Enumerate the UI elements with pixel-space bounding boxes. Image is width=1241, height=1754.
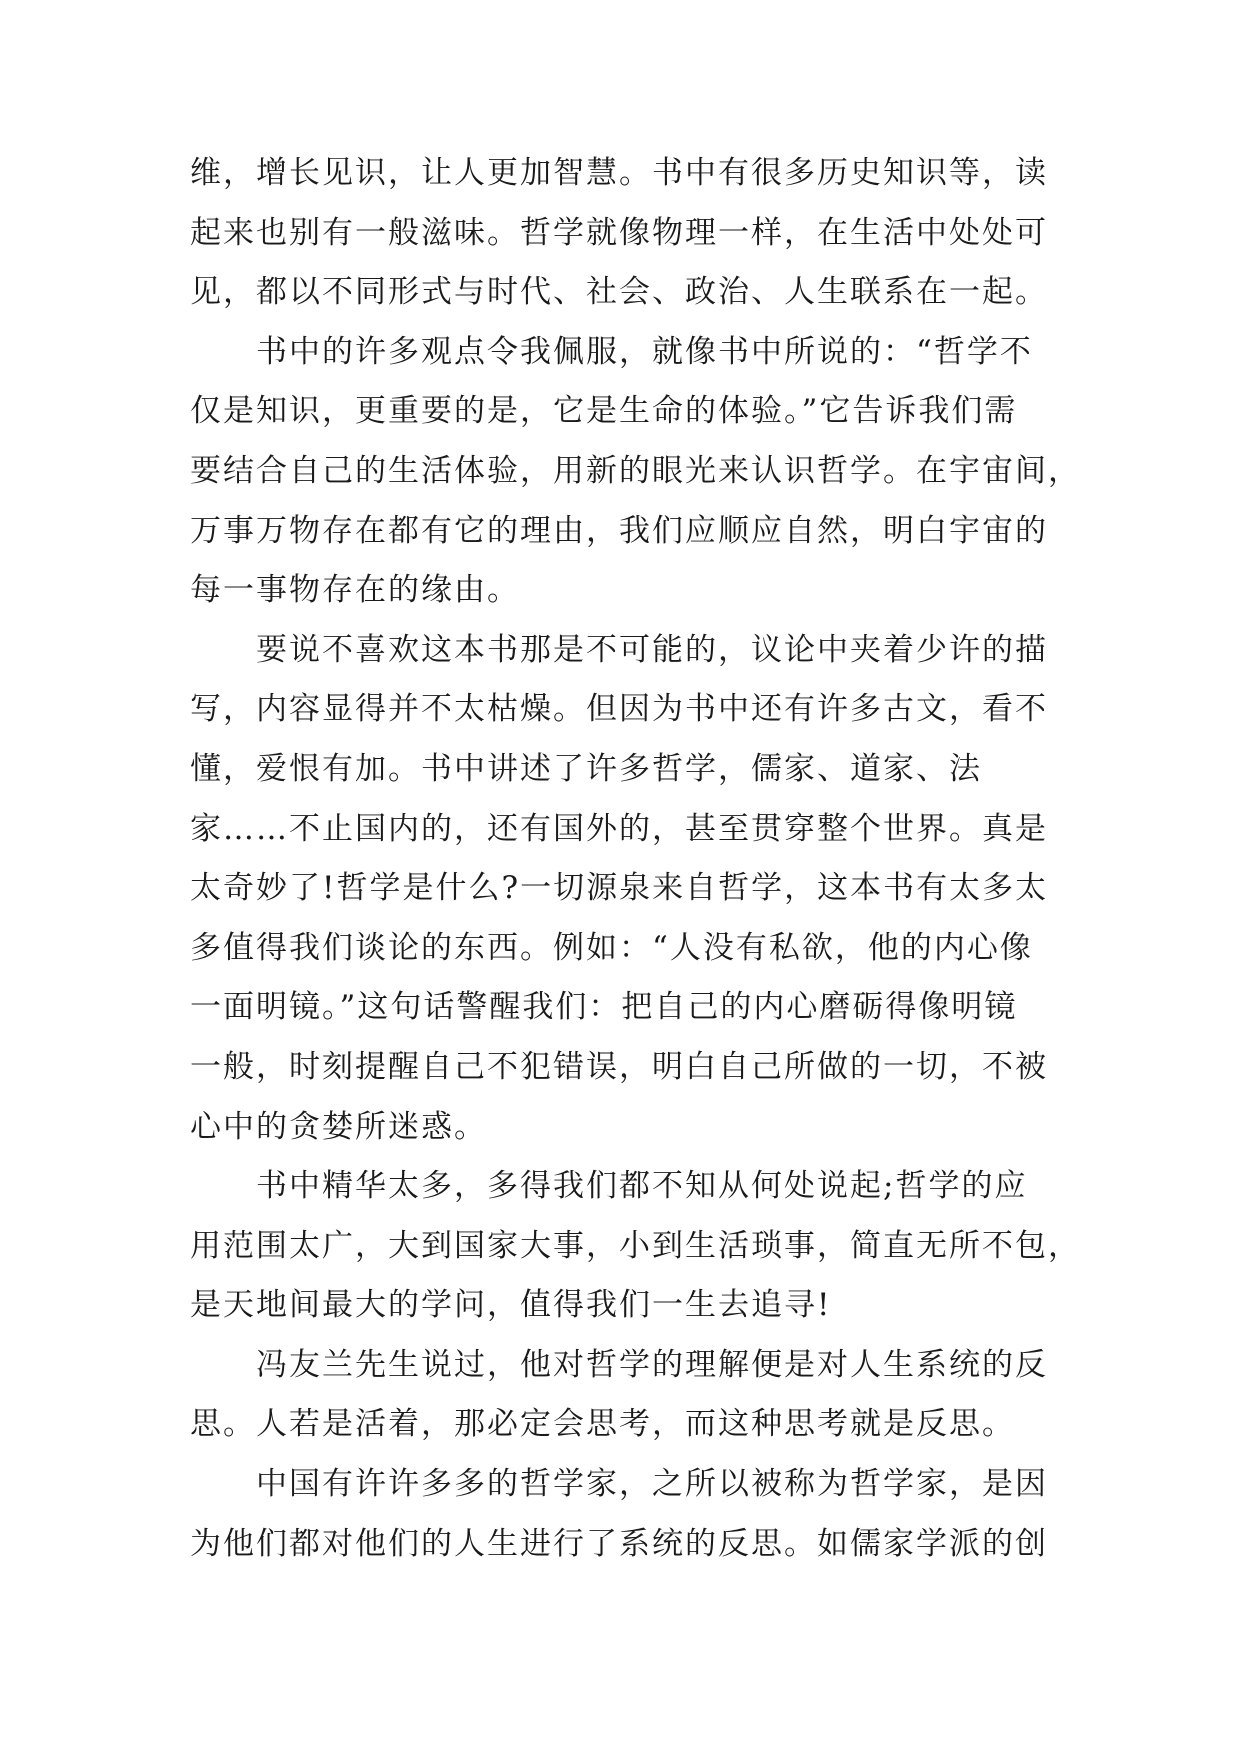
text-line: 家……不止国内的，还有国外的，甚至贯穿整个世界。真是 (190, 810, 1048, 847)
text-line: 仅是知识，更重要的是，它是生命的体验。”它告诉我们需 (190, 393, 1018, 430)
paragraph-essence (190, 1157, 1081, 1336)
text-line: 心中的贪婪所迷惑。 (190, 1108, 487, 1145)
text-line: 是天地间最大的学问，值得我们一生去追寻! (190, 1287, 832, 1324)
text-line: 中国有许许多多的哲学家，之所以被称为哲学家，是因 (256, 1466, 1048, 1503)
paragraph-likes (190, 621, 1050, 1157)
text-line: 为他们都对他们的人生进行了系统的反思。如儒家学派的创 (190, 1525, 1048, 1562)
paragraph-feng-youlan (190, 1336, 1050, 1455)
body-text (190, 144, 1081, 1574)
text-line: 一面明镜。”这句话警醒我们：把自己的内心磨砺得像明镜 (190, 989, 1018, 1026)
text-line: 书中精华太多，多得我们都不知从何处说起;哲学的应 (256, 1168, 1028, 1205)
paragraph-viewpoints (190, 323, 1081, 621)
text-line: 万事万物存在都有它的理由，我们应顺应自然，明白宇宙的 (190, 512, 1048, 549)
text-line: 书中的许多观点令我佩服，就像书中所说的：“哲学不 (256, 333, 1033, 370)
text-line: 思。人若是活着，那必定会思考，而这种思考就是反思。 (190, 1406, 1015, 1443)
paragraph-philosophers (190, 1455, 1050, 1574)
text-line: 多值得我们谈论的东西。例如：“人没有私欲，他的内心像 (190, 929, 1033, 966)
text-line: 太奇妙了!哲学是什么?一切源泉来自哲学，这本书有太多太 (190, 870, 1049, 907)
text-line: 写，内容显得并不太枯燥。但因为书中还有许多古文，看不 (190, 691, 1048, 728)
text-line: 用范围太广，大到国家大事，小到生活琐事，简直无所不包， (190, 1227, 1081, 1264)
text-line: 要结合自己的生活体验，用新的眼光来认识哲学。在宇宙间， (190, 452, 1081, 489)
paragraph-continuation (190, 144, 1050, 323)
text-line: 要说不喜欢这本书那是不可能的，议论中夹着少许的描 (256, 631, 1048, 668)
text-line: 冯友兰先生说过，他对哲学的理解便是对人生系统的反 (256, 1346, 1048, 1383)
text-line: 维，增长见识，让人更加智慧。书中有很多历史知识等，读 (190, 155, 1048, 191)
text-line: 起来也别有一般滋味。哲学就像物理一样，在生活中处处可 (190, 214, 1048, 251)
text-line: 懂，爱恨有加。书中讲述了许多哲学，儒家、道家、法 (190, 750, 982, 787)
text-line: 见，都以不同形式与时代、社会、政治、人生联系在一起。 (190, 274, 1048, 311)
text-line: 一般，时刻提醒自己不犯错误，明白自己所做的一切，不被 (190, 1048, 1048, 1085)
text-line: 每一事物存在的缘由。 (190, 572, 520, 609)
